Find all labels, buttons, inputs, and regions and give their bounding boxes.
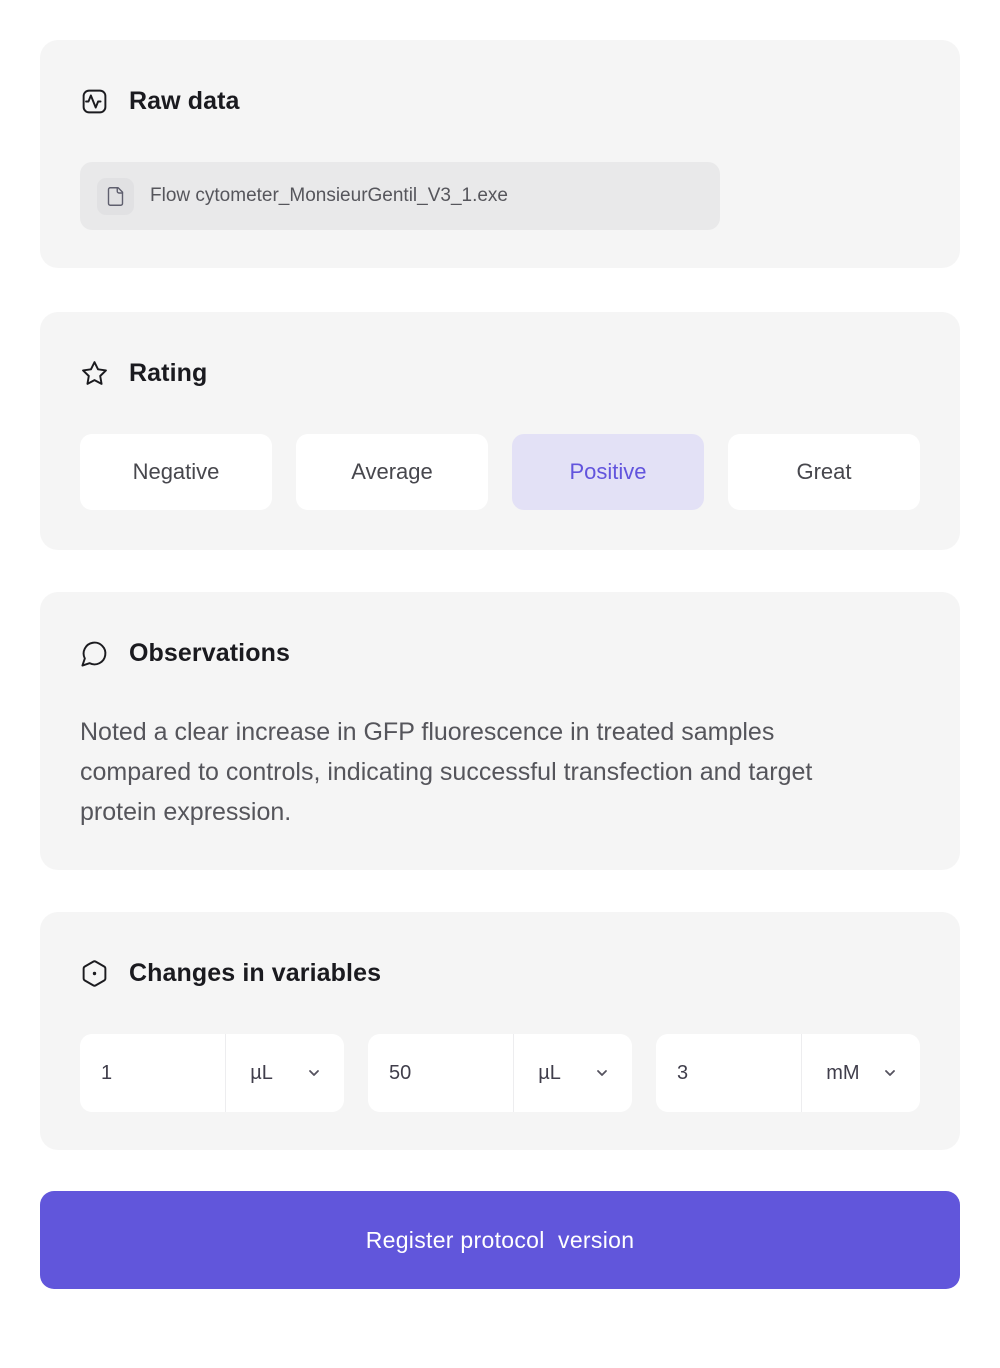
changes-header [80, 956, 920, 990]
rating-option-average[interactable]: Average [296, 434, 488, 510]
observations-section [40, 592, 960, 870]
rating-option-negative[interactable]: Negative [80, 434, 272, 510]
activity-square-icon [80, 87, 109, 116]
register-button-label: Register protocol version [365, 1226, 635, 1253]
variable-3-value-input[interactable] [656, 1034, 801, 1112]
rating-options-row [80, 434, 920, 510]
variable-3-unit-label: mM [826, 1061, 860, 1084]
rating-title: Rating [129, 358, 208, 387]
hexagon-dot-icon [80, 959, 109, 988]
variable-1-value-input[interactable] [80, 1034, 225, 1112]
raw-data-file-chip[interactable] [80, 162, 720, 230]
changes-section [40, 912, 960, 1150]
chevron-down-icon [306, 1065, 322, 1081]
chevron-down-icon [594, 1065, 610, 1081]
rating-section [40, 312, 960, 550]
file-icon [105, 186, 126, 207]
variable-2-value-input[interactable] [368, 1034, 513, 1112]
file-name: Flow cytometer_MonsieurGentil_V3_1.exe [150, 185, 509, 206]
raw-data-section [40, 40, 960, 268]
observations-title: Observations [129, 638, 290, 667]
file-icon-box [97, 178, 134, 215]
variable-3-unit-select[interactable] [801, 1034, 920, 1112]
raw-data-title: Raw data [129, 86, 240, 115]
variable-2-unit-select[interactable] [513, 1034, 632, 1112]
star-icon [80, 359, 109, 388]
chevron-down-icon [882, 1065, 898, 1081]
rating-option-positive[interactable]: Positive [512, 434, 704, 510]
rating-option-great[interactable]: Great [728, 434, 920, 510]
variable-group-2 [368, 1034, 632, 1112]
observations-header [80, 636, 920, 670]
observations-text: Noted a clear increase in GFP fluorescence in treated samples compared to controls, indicating successful transfection and target protein expression. [80, 718, 813, 826]
variable-1-unit-select[interactable] [225, 1034, 344, 1112]
raw-data-header [80, 84, 920, 118]
message-circle-icon [80, 639, 109, 668]
variable-group-1 [80, 1034, 344, 1112]
variable-group-3 [656, 1034, 920, 1112]
variable-2-unit-label: µL [538, 1061, 561, 1084]
changes-title: Changes in variables [129, 958, 382, 987]
rating-header [80, 356, 920, 390]
variable-1-unit-label: µL [250, 1061, 273, 1084]
variables-row [80, 1034, 920, 1112]
register-protocol-version-button[interactable] [40, 1191, 960, 1289]
